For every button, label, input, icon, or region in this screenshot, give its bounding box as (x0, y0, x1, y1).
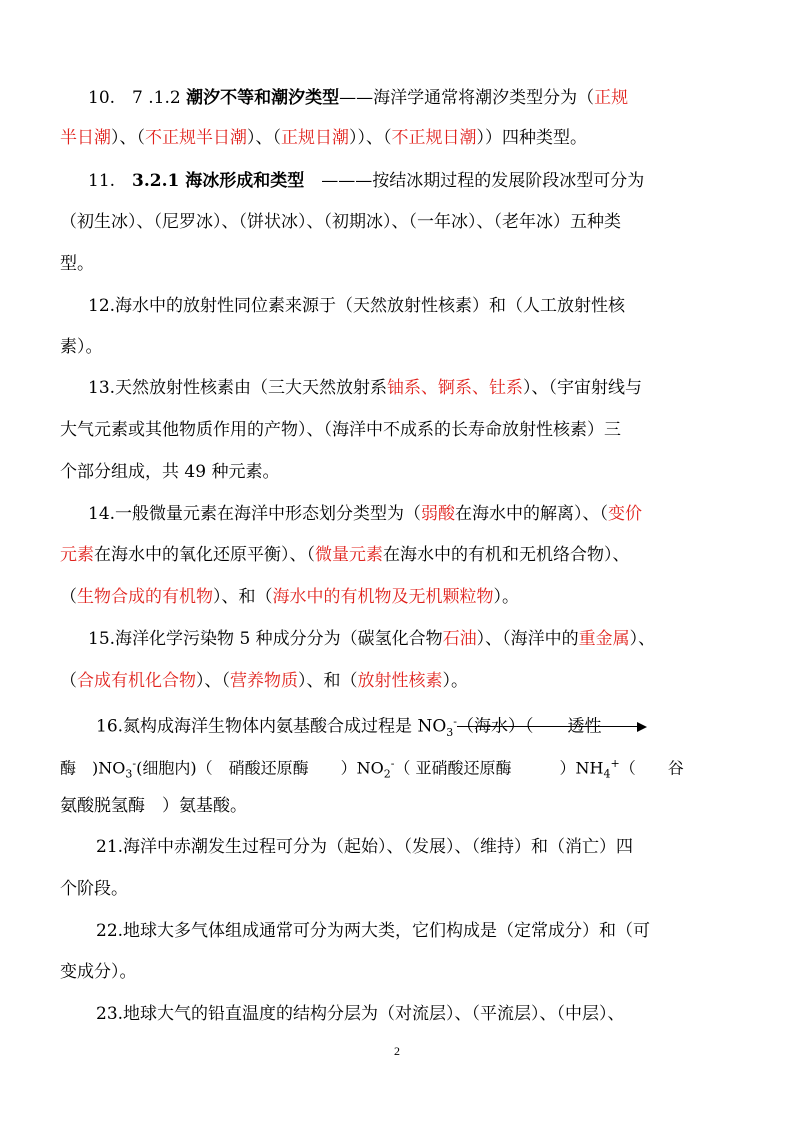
answer: 半日潮 (60, 128, 111, 148)
answer: 石油 (442, 629, 477, 649)
answer: 生物合成的有机物 (77, 587, 213, 607)
answer: 微量元素 (315, 545, 383, 565)
q14-line-2: 元素在海水中的氧化还原平衡）、（微量元素在海水中的有机和无机络合物）、 (60, 545, 630, 565)
q11-line-3: 型。 (60, 254, 94, 274)
section-heading: 潮汐不等和潮汐类型 (186, 88, 340, 108)
q13-line-3: 个部分组成，共 49 种元素。 (60, 462, 280, 482)
q10-line-1: 10. 7 .1.2 潮汐不等和潮汐类型——海洋学通常将潮汐类型分为（正规 (88, 88, 629, 108)
answer: 变价 (608, 504, 643, 524)
answer: 正规 (594, 88, 629, 108)
q14-line-3: （生物合成的有机物）、和（海水中的有机物及无机颗粒物）。 (60, 587, 519, 607)
q11-line-1: 11. 3.2.1 海冰形成和类型 ———按结冰期过程的发展阶段冰型可分为 (88, 171, 645, 191)
q14-line-1: 14.一般微量元素在海洋中形态划分类型为（弱酸在海水中的解离）、（变价 (88, 504, 643, 524)
q10-line-2: 半日潮）、（不正规半日潮）、（正规日潮））、（不正规日潮））四种类型。 (60, 128, 587, 148)
q12-line-2: 素）。 (60, 337, 103, 357)
q13-line-2: 大气元素或其他物质作用的产物）、（海洋中不成系的长寿命放射性核素）三 (60, 420, 621, 440)
q23-line-1: 23.地球大气的铅直温度的结构分层为（对流层）、（平流层）、（中层）、 (96, 1004, 625, 1024)
q15-line-1: 15.海洋化学污染物 5 种成分分为（碳氢化合物石油）、（海洋中的重金属）、 (88, 629, 656, 649)
answer: 不正规半日潮 (145, 128, 247, 148)
section-heading: 3.2.1 海冰形成和类型 (132, 171, 305, 191)
answer: 弱酸 (421, 504, 456, 524)
answer: 不正规日潮 (391, 128, 477, 148)
q13-line-1: 13.天然放射性核素由（三大天然放射系铀系、锕系、钍系）、（宇宙射线与 (88, 378, 643, 398)
reaction-arrow-icon (601, 722, 647, 732)
answer: 正规日潮 (281, 128, 349, 148)
q16-line-3: 氨酸脱氢酶 ）氨基酸。 (60, 796, 247, 816)
answer: 营养物质 (230, 671, 298, 691)
answer: 合成有机化合物 (77, 671, 196, 691)
q22-line-1: 22.地球大多气体组成通常可分为两大类，它们构成是（定常成分）和（可 (96, 921, 651, 941)
q15-line-2: （合成有机化合物）、（营养物质）、和（放射性核素）。 (60, 671, 468, 691)
q16-line-2: 酶 )$NO_3^-$(细胞内)（ 硝酸还原酶 ）$NO_2^-$（ 亚硝酸还原酶 ）$NH_4^+$（ 谷 (60, 757, 684, 781)
q22-line-2: 变成分）。 (60, 962, 137, 982)
answer: 海水中的有机物及无机颗粒物 (272, 587, 494, 607)
q12-line-1: 12.海水中的放射性同位素来源于（天然放射性核素）和（人工放射性核 (88, 296, 626, 316)
q11-line-2: （初生冰）、（尼罗冰）、（饼状冰）、（初期冰）、（一年冰）、（老年冰）五种类 (60, 212, 621, 232)
q16-line-1: 16.氮构成海洋生物体内氨基酸合成过程是 $NO_3^-$（海水）（ 透性 (96, 710, 647, 745)
answer: 重金属 (578, 629, 630, 649)
answer: 放射性核素 (357, 671, 443, 691)
q21-line-1: 21.海洋中赤潮发生过程可分为（起始）、（发展）、（维持）和（消亡）四 (96, 837, 634, 857)
answer: 铀系、锕系、钍系 (387, 378, 524, 398)
answer: 元素 (60, 545, 94, 565)
q21-line-2: 个阶段。 (60, 879, 128, 899)
page-number: 2 (394, 1044, 400, 1058)
